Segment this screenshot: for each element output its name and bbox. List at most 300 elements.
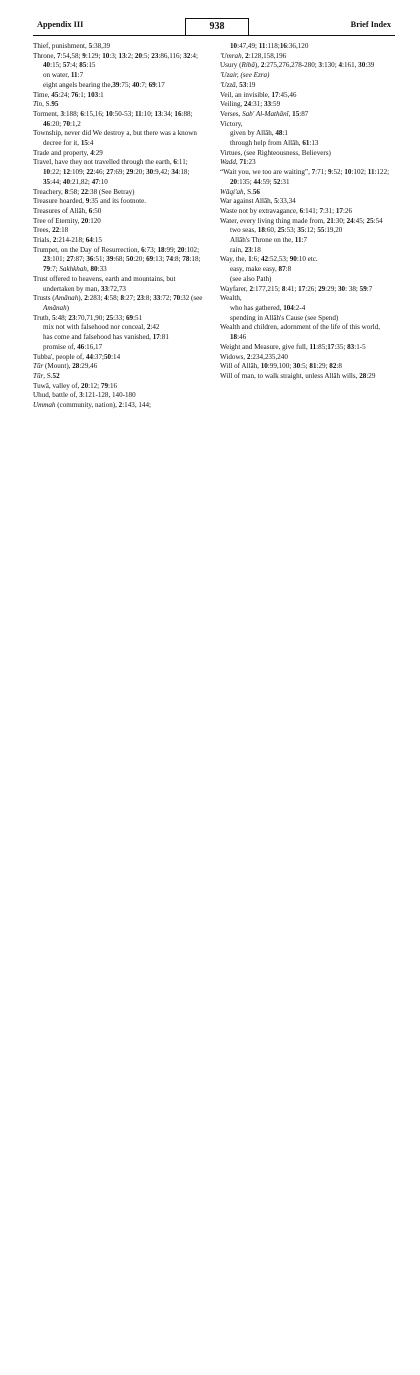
- entry-text: :35;: [334, 342, 348, 351]
- entry-text: :122;: [374, 168, 390, 177]
- surah-number: 2: [245, 51, 249, 60]
- surah-number: 24: [346, 216, 354, 225]
- entry-text: :87: [299, 109, 309, 118]
- entry-text: :86,116;: [158, 51, 184, 60]
- surah-number: 34: [171, 168, 179, 177]
- entry-text: :39: [365, 61, 375, 70]
- index-subentry: [220, 246, 392, 256]
- entry-text: :19,20: [324, 226, 343, 235]
- entry-text: ): [66, 303, 70, 312]
- entry-text: Widows,: [220, 352, 247, 361]
- surah-number: 9: [82, 51, 86, 60]
- surah-number: 16: [279, 42, 287, 50]
- entry-text: :4: [87, 139, 94, 148]
- entry-text: :53;: [284, 226, 298, 235]
- entry-text: :26;: [305, 284, 319, 293]
- entry-text: :26: [342, 206, 353, 215]
- surah-number: 22: [86, 168, 94, 177]
- entry-text: :42: [150, 323, 160, 332]
- entry-text: 'Uzair, (see Ezra): [220, 71, 270, 80]
- surah-number: 35: [297, 226, 305, 235]
- surah-number: 71: [239, 158, 247, 167]
- entry-text: Wāqi'ah: [220, 187, 244, 196]
- entry-text: :1: [282, 129, 288, 138]
- surah-number: 70: [62, 119, 70, 128]
- surah-number: 104: [283, 303, 294, 312]
- entry-text: Wadd: [220, 158, 236, 167]
- index-entry: [33, 391, 205, 401]
- surah-number: 8: [64, 187, 69, 196]
- surah-number: 30: [358, 61, 366, 70]
- surah-number: 53: [239, 80, 247, 89]
- entry-text: :81: [159, 333, 169, 342]
- surah-number: 40: [62, 177, 70, 186]
- surah-number: 1: [248, 255, 252, 264]
- entry-text: :34;: [161, 109, 175, 118]
- entry-text: :15,16;: [83, 109, 106, 118]
- index-entry: [220, 188, 392, 198]
- index-entry: [220, 149, 392, 159]
- entry-text: Wayfarer,: [220, 284, 250, 293]
- entry-text: Way, the,: [220, 255, 249, 264]
- surah-number: 64: [85, 236, 93, 245]
- entry-text: :54,58;: [60, 51, 83, 60]
- index-column-left: [33, 42, 205, 411]
- entry-text: :5;: [300, 362, 310, 371]
- entry-text: War against Allāh,: [220, 197, 275, 206]
- surah-number: 7: [57, 51, 61, 60]
- entry-text: Veiling,: [220, 100, 245, 109]
- entry-text: :102;: [351, 168, 368, 177]
- entry-text: :283;: [87, 294, 105, 303]
- entry-text: :47,49;: [237, 42, 259, 50]
- entry-text: :121-128, 140-180: [82, 391, 136, 400]
- surah-number: 79: [43, 265, 51, 274]
- surah-number: 17: [335, 206, 343, 215]
- entry-text: Trade and property,: [33, 148, 91, 157]
- surah-number: 11: [258, 42, 266, 50]
- surah-number: 2: [246, 352, 251, 361]
- surah-number: 36: [86, 255, 94, 264]
- surah-number: 11: [134, 109, 142, 118]
- index-entry: [220, 52, 392, 62]
- entry-text: Tūr: [33, 371, 44, 380]
- entry-text: :128,158,196: [248, 51, 287, 60]
- surah-number: 69: [125, 313, 134, 322]
- surah-number: 8: [120, 294, 125, 303]
- index-subentry: [220, 265, 392, 275]
- index-entry: [33, 217, 205, 227]
- index-entry: [33, 362, 205, 372]
- entry-text: Will of Allāh,: [220, 362, 261, 371]
- surah-number: 50: [126, 255, 134, 264]
- entry-text: :31;: [251, 100, 264, 109]
- entry-text: ,: [288, 109, 293, 118]
- surah-number: 11: [367, 168, 375, 177]
- running-head-left: Appendix III: [37, 20, 84, 29]
- surah-number: 46: [43, 119, 51, 128]
- surah-number: 25: [366, 216, 374, 225]
- index-entry: [33, 246, 205, 275]
- surah-number: 52: [273, 177, 281, 186]
- entry-text: :275,276,278-280;: [264, 61, 319, 70]
- index-entry: [220, 110, 392, 120]
- entry-text: has come and falsehood has vanished,: [43, 333, 153, 342]
- entry-text: ,: [241, 51, 246, 60]
- entry-text: :58;: [107, 294, 121, 303]
- entry-text: Torment,: [33, 109, 61, 118]
- index-subentry: [33, 343, 205, 353]
- index-entry: [220, 343, 392, 353]
- entry-text: :120: [88, 216, 101, 225]
- index-entry: [33, 42, 205, 52]
- surah-number: 23: [43, 255, 51, 264]
- entry-text: :99,100;: [267, 362, 294, 371]
- surah-number: 35: [43, 177, 51, 186]
- entry-text: :29,46: [79, 362, 98, 371]
- entry-text: :18;: [189, 255, 201, 264]
- surah-number: 50: [103, 352, 112, 361]
- entry-text: Veil, an invisible,: [220, 90, 272, 99]
- surah-number: 25: [277, 226, 285, 235]
- surah-number: 15: [80, 139, 88, 148]
- surah-number: 32: [183, 51, 191, 60]
- entry-text: : 38;: [345, 284, 360, 293]
- index-subentry: [33, 323, 205, 333]
- entry-text: rain,: [230, 245, 245, 254]
- entry-text: :36,120: [286, 42, 309, 50]
- entry-text: Tree of Eternity,: [33, 216, 82, 225]
- entry-text: :46: [237, 333, 247, 342]
- entry-text: Water, every living thing made from,: [220, 216, 327, 225]
- entry-text: :29: [366, 371, 376, 380]
- surah-number: 80: [90, 265, 98, 274]
- index-subentry: [220, 129, 392, 139]
- entry-text: Trusts (: [33, 294, 55, 303]
- entry-text: :9,42;: [153, 168, 172, 177]
- entry-text: Truth,: [33, 313, 53, 322]
- index-entry: [220, 217, 392, 227]
- surah-number: 23: [136, 294, 144, 303]
- entry-text: , S.: [243, 187, 253, 196]
- entry-text: :2;: [125, 51, 135, 60]
- entry-text: :51: [133, 313, 143, 322]
- index-entry: [220, 255, 392, 265]
- entry-text: :13: [309, 139, 319, 148]
- index-entry: [33, 158, 205, 187]
- index-entry: [220, 197, 392, 207]
- entry-text: Waste not by extravagance,: [220, 206, 300, 215]
- index-entry: [220, 71, 392, 81]
- entry-text: Travel, have they not travelled through the earth,: [33, 158, 174, 167]
- surah-number: 56: [252, 187, 260, 196]
- surah-number: 82: [329, 362, 337, 371]
- entry-text: ,: [86, 265, 91, 274]
- index-entry: [220, 81, 392, 91]
- entry-text: :16: [108, 381, 118, 390]
- entry-text: :22;: [50, 168, 63, 177]
- entry-text: :85;: [316, 342, 328, 351]
- entry-text: :23: [246, 158, 256, 167]
- entry-text: :8: [336, 362, 342, 371]
- entry-text: :109;: [70, 168, 87, 177]
- entry-text: :70,71,90;: [75, 313, 107, 322]
- entry-text: :10;: [141, 109, 155, 118]
- entry-text: :38 (See Betray): [88, 187, 135, 196]
- index-entry: [33, 226, 205, 236]
- entry-text: :41;: [285, 284, 299, 293]
- surah-number: 21: [326, 216, 334, 225]
- entry-text: :27;: [124, 294, 137, 303]
- running-head-right: Brief Index: [350, 20, 391, 29]
- entry-text: :15: [92, 236, 102, 245]
- index-entry: [33, 110, 205, 129]
- page-number: 938: [185, 18, 249, 36]
- surah-number: 45: [51, 90, 59, 99]
- entry-text: 'Umrah: [220, 51, 242, 60]
- entry-text: easy, make easy,: [230, 265, 279, 274]
- entry-text: :14: [111, 352, 121, 361]
- entry-text: :52,53;: [268, 255, 290, 264]
- entry-text: :18: [59, 226, 69, 235]
- header-rule: [33, 35, 395, 36]
- entry-text: :118;: [265, 42, 280, 50]
- entry-text: Tubba', people of,: [33, 352, 86, 361]
- surah-number: 69: [146, 255, 154, 264]
- surah-number: 39: [106, 255, 114, 264]
- entry-text: :24;: [58, 90, 72, 99]
- index-entry: [33, 52, 205, 71]
- entry-text: :20;: [50, 119, 63, 128]
- entry-text: :8;: [143, 294, 154, 303]
- surah-number: 2: [84, 294, 88, 303]
- surah-number: 22: [80, 187, 89, 196]
- entry-text: Tuwā, valley of,: [33, 381, 82, 390]
- entry-text: :8: [285, 265, 292, 274]
- entry-text: on water,: [43, 71, 71, 80]
- entry-text: :35 and its footnote.: [89, 197, 147, 206]
- index-entry: [220, 158, 392, 168]
- surah-number: 23: [244, 245, 252, 254]
- entry-text: mix not with falsehood nor conceal,: [43, 323, 147, 332]
- entry-text: :50: [92, 206, 102, 215]
- entry-text: :20;: [133, 255, 147, 264]
- entry-text: :161,: [342, 61, 359, 70]
- surah-number: 95: [51, 100, 59, 109]
- entry-text: :143, 144;: [122, 401, 151, 410]
- surah-number: 22: [52, 226, 60, 235]
- entry-text: spending in Allāh's Cause (see Spend): [230, 313, 339, 322]
- entry-text: :58;: [68, 187, 81, 196]
- surah-number: 28: [359, 371, 367, 380]
- entry-text: :52;: [331, 168, 345, 177]
- surah-number: 59: [359, 284, 367, 293]
- entry-text: Wealth and children, adornment of the life of this world,: [220, 323, 380, 332]
- surah-number: 57: [62, 61, 70, 70]
- page-header: [33, 20, 395, 34]
- entry-text: :214-218;: [56, 236, 86, 245]
- entry-text: :72,73: [108, 284, 126, 293]
- index-entry: [33, 314, 205, 324]
- surah-number: 61: [302, 139, 310, 148]
- entry-text: :69;: [113, 168, 127, 177]
- surah-number: 85: [79, 61, 87, 70]
- entry-text: :45,46: [278, 90, 297, 99]
- surah-number: 25: [106, 313, 114, 322]
- entry-text: Tūr: [33, 362, 44, 371]
- entry-text: (see also Path): [230, 274, 272, 283]
- index-entry: [33, 382, 205, 392]
- surah-number: 6: [80, 109, 84, 118]
- surah-number: 83: [347, 342, 355, 351]
- index-subentry: [220, 226, 392, 236]
- index-entry: [33, 149, 205, 159]
- entry-text: , S.: [43, 371, 53, 380]
- index-subentry: [33, 71, 205, 81]
- entry-text: :4;: [70, 61, 80, 70]
- surah-number: 10: [344, 168, 352, 177]
- surah-number: 76: [71, 90, 79, 99]
- entry-text: two seas,: [230, 226, 258, 235]
- entry-text: :29;: [316, 362, 330, 371]
- entry-text: :21,82;: [70, 177, 92, 186]
- entry-text: Will of man, to walk straight, unless Allāh wills,: [220, 371, 360, 380]
- entry-text: Time,: [33, 90, 52, 99]
- entry-text: :60,: [264, 226, 278, 235]
- index-entry: [220, 362, 392, 372]
- index-column-right: [220, 42, 392, 382]
- index-entry: [220, 168, 392, 187]
- entry-text: Township, never did We destroy a, but there was a known decree for it,: [33, 129, 197, 148]
- surah-number: 27: [106, 168, 114, 177]
- entry-text: promise of,: [43, 342, 78, 351]
- entry-text: Usury (: [220, 61, 242, 70]
- index-subentry: [220, 236, 392, 246]
- entry-text: :10 etc.: [296, 255, 318, 264]
- entry-text: :33,34: [277, 197, 296, 206]
- surah-number: 9: [327, 168, 332, 177]
- entry-text: :188;: [64, 109, 81, 118]
- entry-text: Trees,: [33, 226, 53, 235]
- surah-number: 23: [151, 51, 159, 60]
- entry-text: Virtues, (see Righteousness, Believers): [220, 148, 331, 157]
- surah-number: 30: [146, 168, 154, 177]
- entry-text: :72;: [160, 294, 174, 303]
- entry-text: :177,215;: [253, 284, 282, 293]
- index-entry: [33, 129, 205, 148]
- entry-text: :19: [246, 80, 256, 89]
- surah-number: 18: [230, 333, 238, 342]
- entry-text: :32 (see: [180, 294, 203, 303]
- index-entry: [220, 91, 392, 101]
- surah-number: 2: [52, 236, 57, 245]
- index-entry: [33, 100, 205, 110]
- entry-text: Sab' Al-Mathānī: [242, 109, 289, 118]
- surah-number: 5: [274, 197, 278, 206]
- entry-text: :59: [271, 100, 281, 109]
- entry-text: ),: [254, 61, 261, 70]
- entry-text: :10: [98, 177, 108, 186]
- entry-text: :1;: [78, 90, 88, 99]
- surah-number: 11: [309, 342, 317, 351]
- index-entry: [220, 294, 392, 304]
- entry-text: Throne,: [33, 51, 58, 60]
- surah-number: 18: [257, 226, 265, 235]
- entry-text: Thief, punishment,: [33, 42, 89, 50]
- entry-text: :130;: [322, 61, 339, 70]
- surah-number: 3: [79, 391, 83, 400]
- surah-number: 78: [182, 255, 190, 264]
- surah-number: 17: [327, 342, 335, 351]
- surah-number: 16: [174, 109, 182, 118]
- index-subentry: [220, 42, 392, 52]
- entry-text: :16,17: [84, 342, 103, 351]
- index-subentry: [220, 314, 392, 324]
- index-entry: [33, 188, 205, 198]
- surah-number: 17: [152, 333, 160, 342]
- entry-text: Uhud, battle of,: [33, 391, 80, 400]
- surah-number: 69: [148, 80, 156, 89]
- entry-text: :17: [155, 80, 165, 89]
- entry-text: :51;: [93, 255, 107, 264]
- entry-text: :7: [301, 236, 308, 245]
- surah-number: 44: [253, 177, 261, 186]
- entry-text: :18: [251, 245, 261, 254]
- surah-number: 24: [244, 100, 252, 109]
- index-entry: [220, 323, 392, 342]
- entry-text: :59;: [260, 177, 274, 186]
- surah-number: 13: [154, 109, 162, 118]
- entry-text: :38,39: [92, 42, 111, 50]
- entry-text: :71;: [315, 168, 328, 177]
- entry-text: :1-5: [354, 342, 366, 351]
- entry-text: :37;: [92, 352, 104, 361]
- entry-text: Allāh's Throne on the,: [230, 236, 295, 245]
- entry-text: :29;: [325, 284, 338, 293]
- entry-text: :129;: [85, 51, 103, 60]
- entry-text: :48;: [55, 313, 69, 322]
- index-subentry: [33, 81, 205, 91]
- entry-text: :45;: [353, 216, 367, 225]
- surah-number: 40: [132, 80, 140, 89]
- entry-text: :15: [86, 61, 96, 70]
- surah-number: 3: [318, 61, 323, 70]
- surah-number: 6: [173, 158, 177, 167]
- surah-number: 2: [260, 61, 265, 70]
- surah-number: 30: [293, 362, 301, 371]
- surah-number: 40: [43, 61, 51, 70]
- index-entry: [33, 353, 205, 363]
- index-entry: [33, 197, 205, 207]
- entry-text: :101;: [50, 255, 67, 264]
- entry-text: :5;: [142, 51, 152, 60]
- surah-number: 5: [52, 313, 56, 322]
- entry-text: Victory,: [220, 119, 243, 128]
- surah-number: 33: [263, 100, 272, 109]
- surah-number: 10: [260, 362, 268, 371]
- entry-text: Amānah: [54, 294, 79, 303]
- surah-number: 10: [43, 168, 51, 177]
- entry-text: Treasures of Allāh,: [33, 206, 89, 215]
- entry-text: through help from Allāh,: [230, 139, 303, 148]
- index-entry: [33, 401, 205, 411]
- surah-number: 4: [338, 61, 342, 70]
- surah-number: 7: [311, 168, 316, 177]
- entry-text: Sakhkhah: [59, 265, 87, 274]
- entry-text: :15;: [50, 61, 63, 70]
- surah-number: 7: [319, 206, 324, 215]
- entry-text: :12;: [304, 226, 318, 235]
